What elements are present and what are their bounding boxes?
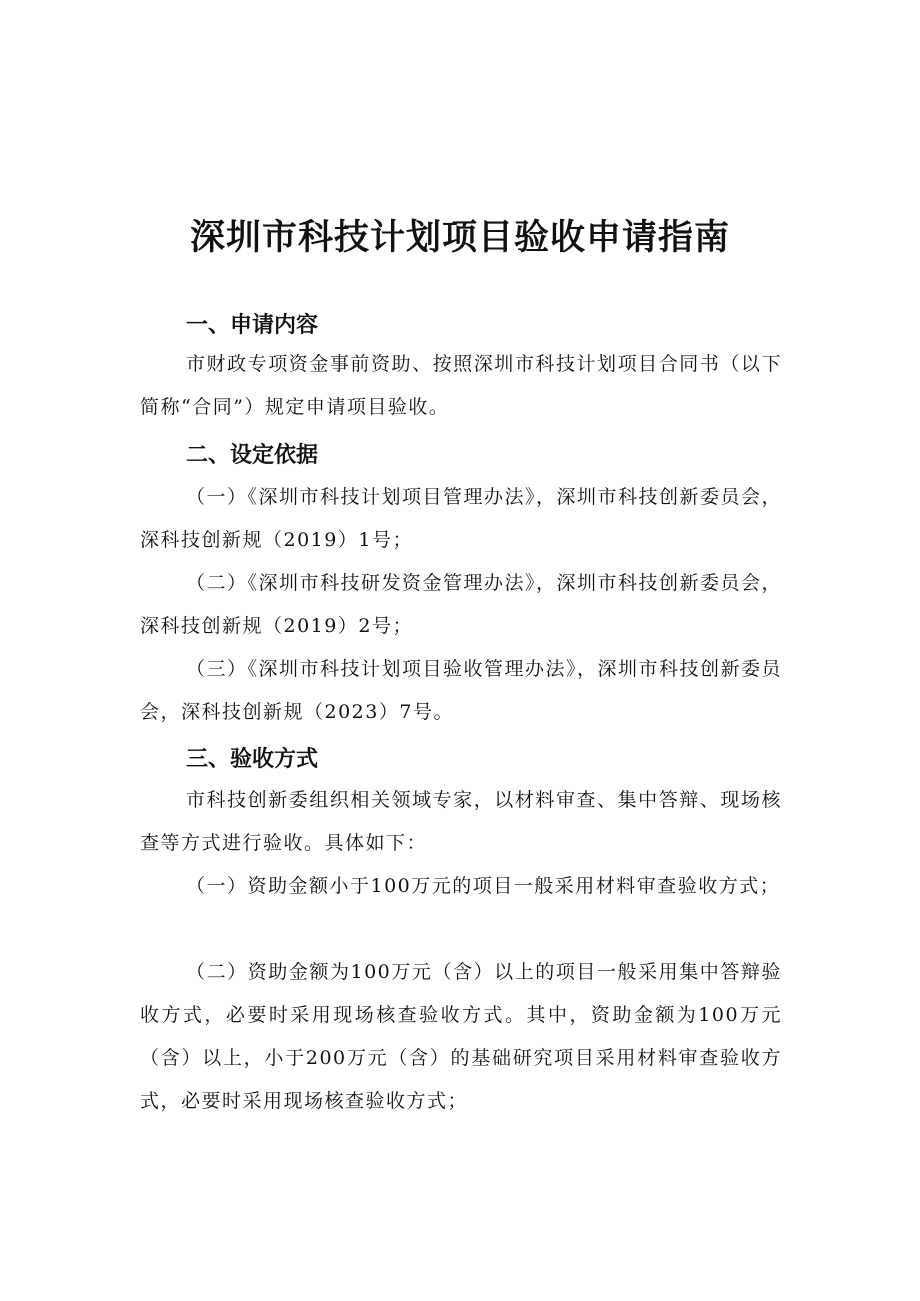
paragraph-basis-2: （二）《深圳市科技研发资金管理办法》，深圳市科技创新委员会，深科技创新规（2019）2号；: [140, 572, 783, 637]
paragraph-basis-1: （一）《深圳市科技计划项目管理办法》，深圳市科技创新委员会，深科技创新规（2019）1号；: [140, 486, 783, 551]
paragraph-basis-3: （三）《深圳市科技计划项目验收管理办法》，深圳市科技创新委员会，深科技创新规（2023）7号。: [140, 658, 783, 723]
paragraph-method-intro: 市科技创新委组织相关领域专家，以材料审查、集中答辩、现场核查等方式进行验收。具体如下：: [140, 789, 782, 854]
section-heading-application-content: 一、申请内容: [186, 313, 319, 338]
section-heading-legal-basis: 二、设定依据: [186, 443, 319, 468]
paragraph-method-1: （一）资助金额小于100万元的项目一般采用材料审查验收方式；: [186, 875, 781, 897]
section-heading-acceptance-method: 三、验收方式: [186, 747, 319, 772]
document-title: 深圳市科技计划项目验收申请指南: [189, 218, 730, 258]
paragraph-method-2: （二）资助金额为100万元（含）以上的项目一般采用集中答辩验收方式，必要时采用现场核查验收方式。其中，资助金额为100万元（含）以上，小于200万元（含）的基础研究项目采用材料审查验收方式，必要时采用现场核查验收方式；: [140, 961, 782, 1112]
paragraph-application-content: 市财政专项资金事前资助、按照深圳市科技计划项目合同书（以下简称“合同”）规定申请项目验收。: [140, 353, 782, 418]
